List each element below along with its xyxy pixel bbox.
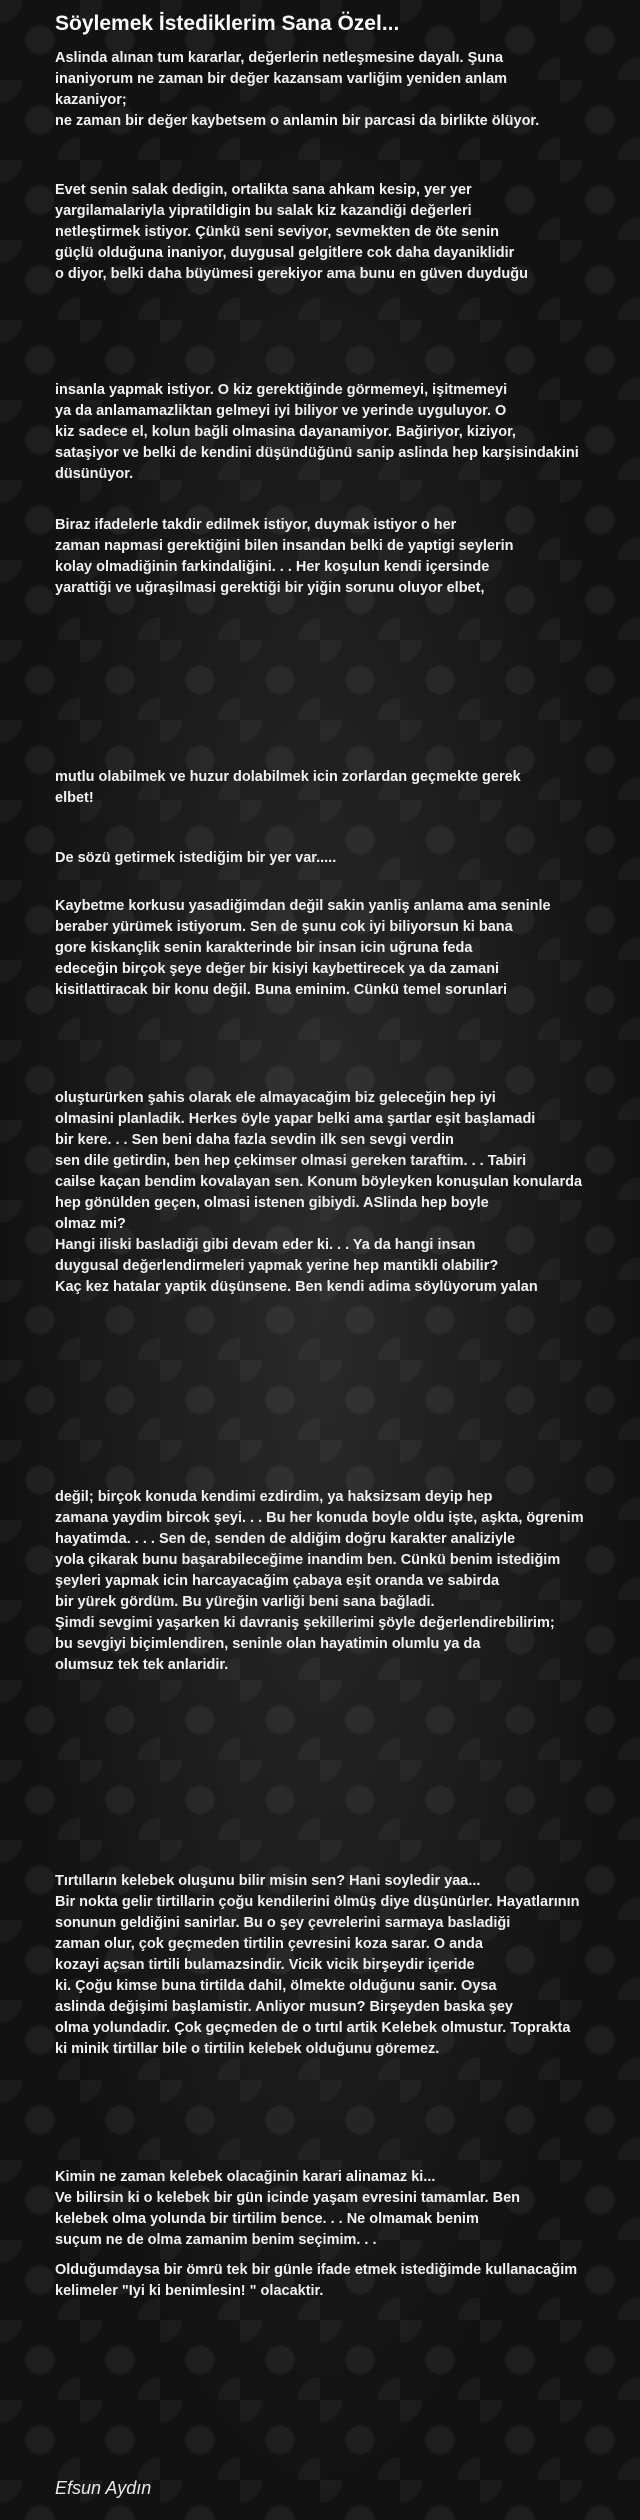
poem-line: sataşiyor ve belki de kendini düşündüğünü sanip aslinda hep karşisindakini [55, 445, 579, 461]
poem-line: Hangi iliski basladiği gibi devam eder ki. . . Ya da hangi insan [55, 1237, 476, 1253]
poem-line: değil; birçok konuda kendimi ezdirdim, ya haksizsam deyip hep [55, 1489, 493, 1505]
poem-line: bir kere. . . Sen beni daha fazla sevdin ilk sen sevgi verdin [55, 1132, 454, 1148]
poem-line: Bir nokta gelir tirtillarin çoğu kendilerini ölmüş diye düşünürler. Hayatlarının [55, 1894, 580, 1910]
poem-line: netleştirmek istiyor. Çünkü seni seviyor, sevmekten de öte senin [55, 224, 500, 240]
poem-line: zamana yaydim bircok şeyi. . . Bu her konuda boyle oldu işte, aşkta, ögrenim [55, 1510, 584, 1526]
author-name: Efsun Aydın [55, 2478, 152, 2498]
poem-line: insanla yapmak istiyor. O kiz gerektiğinde görmemeyi, işitmemeyi [55, 382, 508, 398]
poem-line: kozayi açsan tirtili bulamazsindir. Vicik vicik birşeydir içeride [55, 1957, 475, 1973]
poem-line: aslinda değişimi başlamistir. Anliyor musun? Birşeyden baska şey [55, 1999, 513, 2015]
stanza [55, 380, 640, 485]
poem-line: kelimeler "Iyi ki benimlesin! " olacaktir. [55, 2283, 324, 2299]
poem-line: ne zaman bir değer kaybetsem o anlamin bir parcasi da birlikte ölüyor. [55, 113, 540, 129]
poem-line: o diyor, belki daha büyümesi gerekiyor ama bunu en güven duyduğu [55, 266, 528, 282]
stanza [55, 1487, 640, 1676]
poem-line: Evet senin salak dedigin, ortalikta sana ahkam kesip, yer yer [55, 182, 472, 198]
poem-line: suçum ne de olma zamanim benim seçimim. . . [55, 2232, 377, 2248]
poem-line: sonunun geldiğini sanirlar. Bu o şey çevrelerini sarmaya basladiği [55, 1915, 511, 1931]
poem-line: gore kiskançlik senin karakterinde bir insan icin uğruna feda [55, 940, 473, 956]
poem-line: mutlu olabilmek ve huzur dolabilmek icin zorlardan geçmekte gerek [55, 769, 521, 785]
poem-line: güçlü olduğuna inaniyor, duygusal gelgitlere cok daha dayaniklidir [55, 245, 515, 261]
poem-line: oluşturürken şahis olarak ele almayacağim biz geleceğin hep iyi [55, 1090, 496, 1106]
poem-line: Aslinda alınan tum kararlar, değerlerin netleşmesine dayalı. Şuna [55, 50, 504, 66]
poem-line: elbet! [55, 790, 94, 806]
poem-line: Kaç kez hatalar yaptik düşünsene. Ben kendi adima söylüyorum yalan [55, 1279, 538, 1295]
poem-title: Söylemek İstediklerim Sana Özel... [55, 12, 400, 35]
poem-line: kolay olmadiğinin farkindaliğini. . . Her koşulun kendi içersinde [55, 559, 490, 575]
poem-line: duygusal değerlendirmeleri yapmak yerine hep mantikli olabilir? [55, 1258, 499, 1274]
poem-line: Biraz ifadelerle takdir edilmek istiyor, duymak istiyor o her [55, 517, 457, 533]
poem-line: olmasini planladik. Herkes öyle yapar belki ama şartlar eşit başlamadi [55, 1111, 536, 1127]
stanza [55, 848, 640, 869]
poem-line: edeceğin birçok şeye değer bir kisiyi kaybettirecek ya da zamani [55, 961, 500, 977]
poem-line: bu sevgiyi biçimlendiren, seninle olan hayatimin olumlu ya da [55, 1636, 481, 1652]
poem-line: Tırtılların kelebek oluşunu bilir misin sen? Hani soyledir yaa... [55, 1873, 481, 1889]
poem-line: şeyleri yapmak icin harcayacağim çabaya eşit oranda ve sabirda [55, 1573, 500, 1589]
poem-line: yarattiği ve uğraşilmasi gerektiği bir yiğin sorunu oluyor elbet, [55, 580, 485, 596]
poem-line: Kaybetme korkusu yasadiğimdan değil sakin yanliş anlama ama seninle [55, 898, 551, 914]
poem-line: olumsuz tek tek anlaridir. [55, 1657, 229, 1673]
poem-line: De sözü getirmek istediğim bir yer var..... [55, 850, 337, 866]
stanza [55, 2260, 640, 2302]
poem-line: zaman olur, çok geçmeden tirtilin çevresini koza sarar. O anda [55, 1936, 483, 1952]
poem-line: Şimdi sevgimi yaşarken ki davraniş şekillerimi şöyle değerlendirebilirim; [55, 1615, 555, 1631]
poem-line: bir yürek gördüm. Bu yüreğin varliği beni sana bağladi. [55, 1594, 435, 1610]
poem-line: beraber yürümek istiyorum. Sen de şunu cok iyi biliyorsun ki bana [55, 919, 513, 935]
poem-line: ki minik tirtillar bile o tirtilin kelebek olduğunu göremez. [55, 2041, 440, 2057]
poem-line: kiz sadece el, kolun bağli olmasina dayanamiyor. Bağiriyor, kiziyor, [55, 424, 516, 440]
poem-line: olmaz mi? [55, 1216, 126, 1232]
stanza [55, 515, 640, 599]
stanza [55, 896, 640, 1001]
poem-line: zaman napmasi gerektiğini bilen insandan belki de yaptigi seylerin [55, 538, 514, 554]
poem-line: Kimin ne zaman kelebek olacağinin karari alinamaz ki... [55, 2169, 436, 2185]
stanza [55, 1088, 640, 1298]
poem-line: ki. Çoğu kimse buna tirtilda dahil, ölmekte olduğunu sanir. Oysa [55, 1978, 497, 1994]
poem-line: kisitlattiracak bir konu değil. Buna eminim. Cünkü temel sorunlari [55, 982, 508, 998]
poem-line: Olduğumdaysa bir ömrü tek bir günle ifade etmek istediğimde kullanacağim [55, 2262, 578, 2278]
poem-line: olma yolundadir. Çok geçmeden de o tırtıl artik Kelebek olmustur. Toprakta [55, 2020, 571, 2036]
stanza [55, 767, 640, 809]
stanza [55, 1871, 640, 2060]
poem-line: inaniyorum ne zaman bir değer kazansam varliğim yeniden anlam [55, 71, 508, 87]
poem-line: kazaniyor; [55, 92, 127, 108]
poem-line: düsünüyor. [55, 466, 134, 482]
stanza [55, 48, 640, 132]
poem-line: hayatimda. . . . Sen de, senden de aldiğim doğru karakter analiziyle [55, 1531, 516, 1547]
poem-line: sen dile getirdin, ben hep çekimser olmasi gereken taraftim. . . Tabiri [55, 1153, 527, 1169]
poem-line: Ve bilirsin ki o kelebek bir gün icinde yaşam evresini tamamlar. Ben [55, 2190, 521, 2206]
poem-line: hep gönülden geçen, olmasi istenen gibiydi. ASlinda hep boyle [55, 1195, 489, 1211]
poem-line: yargilamalariyla yipratildigin bu salak kiz kazandiği değerleri [55, 203, 472, 219]
poem-line: kelebek olma yolunda bir tirtilim bence. . . Ne olmamak benim [55, 2211, 479, 2227]
poem-line: cailse kaçan bendim kovalayan sen. Konum böyleyken konuşulan konularda [55, 1174, 583, 1190]
stanza [55, 180, 640, 285]
poem-line: ya da anlamamazliktan gelmeyi iyi biliyor ve yerinde uyguluyor. O [55, 403, 507, 419]
stanza [55, 2167, 640, 2251]
poem-line: yola çikarak bunu başarabileceğime inandim ben. Cünkü benim istediğim [55, 1552, 561, 1568]
